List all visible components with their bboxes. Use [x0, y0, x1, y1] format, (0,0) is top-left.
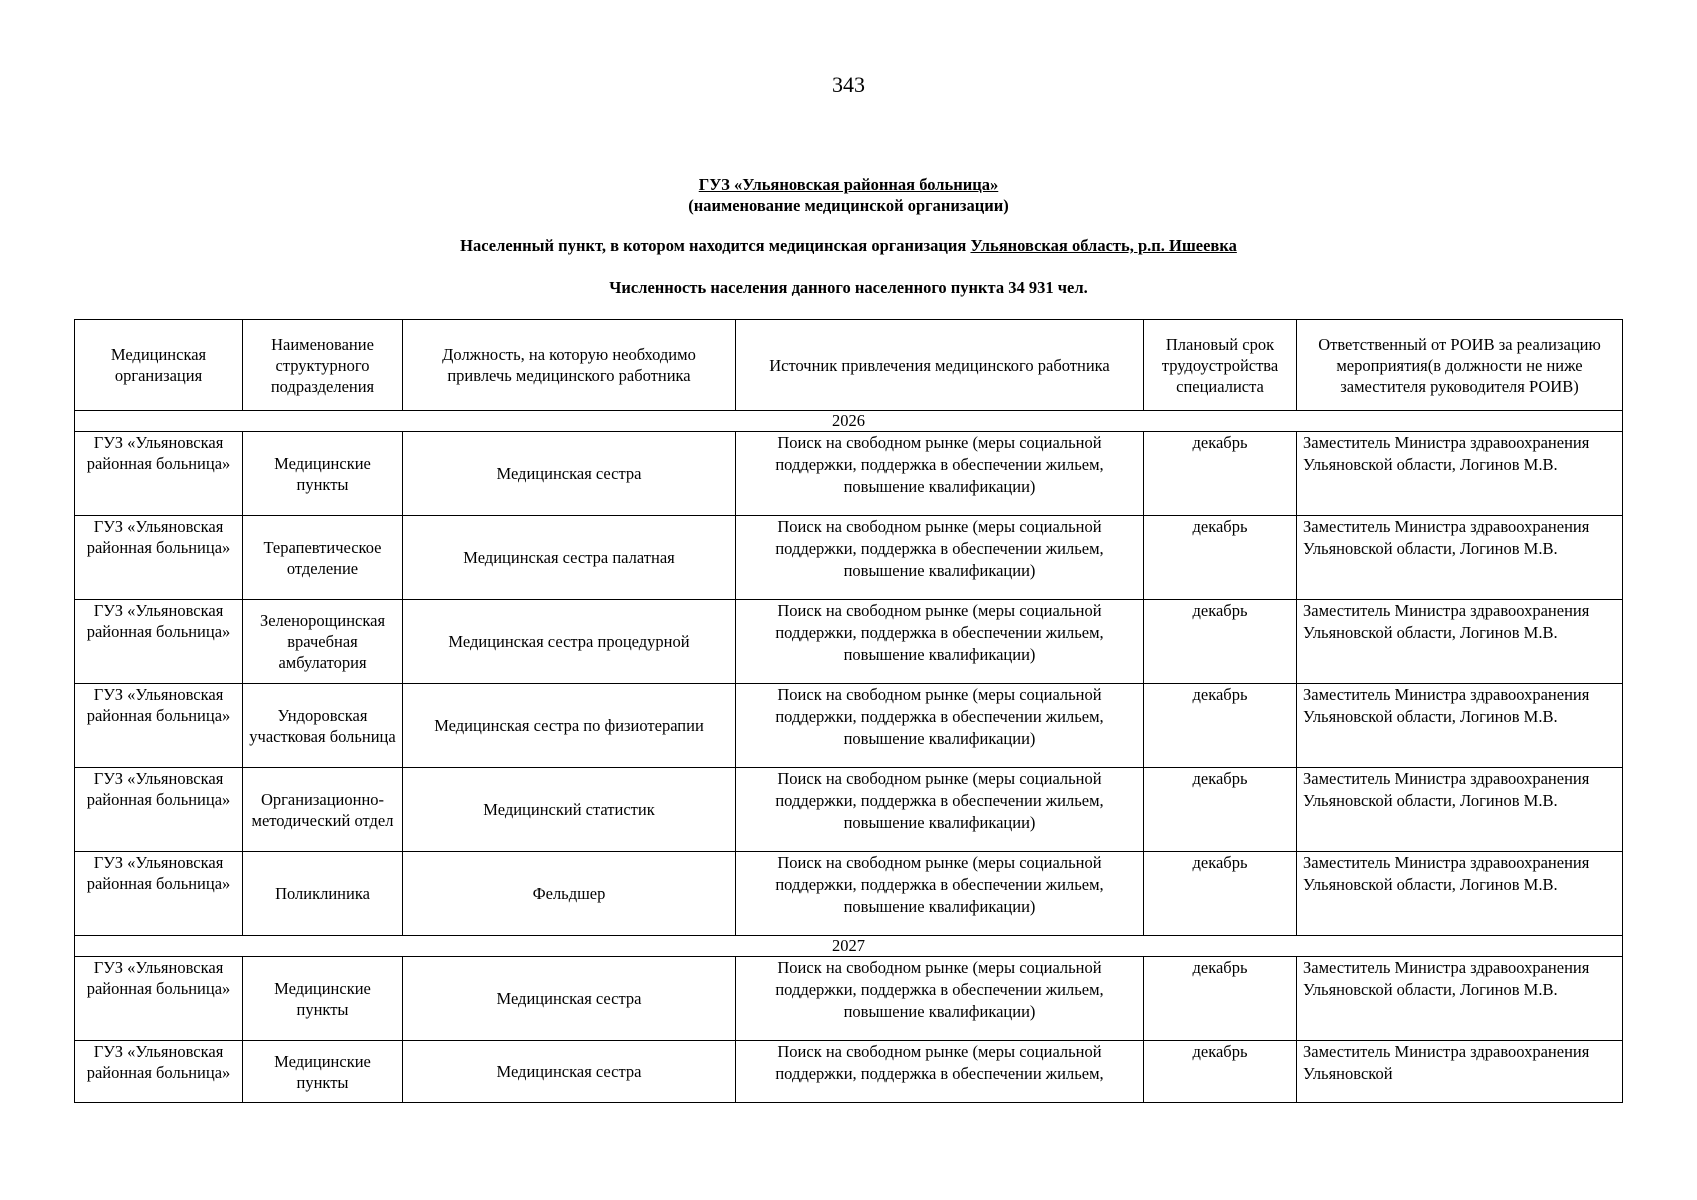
locality-line: [0, 236, 1697, 256]
org-caption: (наименование медицинской организации): [688, 196, 1009, 215]
table-row: [75, 684, 1623, 768]
cell-term: декабрь: [1144, 852, 1297, 936]
cell-source: Поиск на свободном рынке (меры социальной поддержки, поддержка в обеспечении жильем, повышение квалификации): [736, 768, 1144, 852]
year-row-2026: [75, 411, 1623, 432]
cell-responsible: Заместитель Министра здравоохранения Ульяновской области, Логинов М.В.: [1297, 600, 1623, 684]
header-division: Наименование структурного подразделения: [243, 320, 403, 411]
cell-source: Поиск на свободном рынке (меры социальной поддержки, поддержка в обеспечении жильем, повышение квалификации): [736, 852, 1144, 936]
cell-position: Медицинская сестра: [403, 432, 736, 516]
header-term: Плановый срок трудоустройства специалиста: [1144, 320, 1297, 411]
population-line: Численность населения данного населенного пункта 34 931 чел.: [609, 278, 1088, 297]
cell-org: ГУЗ «Ульяновская районная больница»: [75, 852, 243, 936]
cell-division: Медицинские пункты: [243, 432, 403, 516]
cell-org: ГУЗ «Ульяновская районная больница»: [75, 768, 243, 852]
cell-responsible: Заместитель Министра здравоохранения Ульяновской области, Логинов М.В.: [1297, 684, 1623, 768]
cell-division: Медицинские пункты: [243, 1041, 403, 1103]
cell-position: Медицинская сестра: [403, 1041, 736, 1103]
year-label: 2027: [75, 936, 1623, 957]
cell-responsible: Заместитель Министра здравоохранения Ульяновской области, Логинов М.В.: [1297, 432, 1623, 516]
cell-source: Поиск на свободном рынке (меры социальной поддержки, поддержка в обеспечении жильем,: [736, 1041, 1144, 1103]
cell-org: ГУЗ «Ульяновская районная больница»: [75, 432, 243, 516]
table-row: [75, 600, 1623, 684]
cell-source: Поиск на свободном рынке (меры социальной поддержки, поддержка в обеспечении жильем, повышение квалификации): [736, 432, 1144, 516]
cell-division: Ундоровская участковая больница: [243, 684, 403, 768]
table-row: [75, 1041, 1623, 1103]
table-row: [75, 432, 1623, 516]
cell-position: Медицинская сестра палатная: [403, 516, 736, 600]
cell-responsible: Заместитель Министра здравоохранения Ульяновской области, Логинов М.В.: [1297, 516, 1623, 600]
cell-responsible: Заместитель Министра здравоохранения Ульяновской области, Логинов М.В.: [1297, 852, 1623, 936]
cell-source: Поиск на свободном рынке (меры социальной поддержки, поддержка в обеспечении жильем, повышение квалификации): [736, 516, 1144, 600]
cell-source: Поиск на свободном рынке (меры социальной поддержки, поддержка в обеспечении жильем, повышение квалификации): [736, 957, 1144, 1041]
header-org: Медицинская организация: [75, 320, 243, 411]
cell-term: декабрь: [1144, 768, 1297, 852]
cell-org: ГУЗ «Ульяновская районная больница»: [75, 957, 243, 1041]
cell-term: декабрь: [1144, 684, 1297, 768]
cell-division: Медицинские пункты: [243, 957, 403, 1041]
cell-term: декабрь: [1144, 432, 1297, 516]
locality-value: Ульяновская область, р.п. Ишеевка: [970, 236, 1237, 255]
table-row: [75, 768, 1623, 852]
page-number: 343: [832, 72, 865, 97]
staffing-plan-table: [74, 319, 1623, 1103]
cell-division: Терапевтическое отделение: [243, 516, 403, 600]
cell-responsible: Заместитель Министра здравоохранения Ульяновской области, Логинов М.В.: [1297, 768, 1623, 852]
cell-division: Организационно-методический отдел: [243, 768, 403, 852]
locality-label: Населенный пункт, в котором находится медицинская организация: [460, 236, 967, 255]
table-row: [75, 516, 1623, 600]
cell-position: Медицинский статистик: [403, 768, 736, 852]
cell-org: ГУЗ «Ульяновская районная больница»: [75, 516, 243, 600]
cell-org: ГУЗ «Ульяновская районная больница»: [75, 684, 243, 768]
org-name: ГУЗ «Ульяновская районная больница»: [698, 175, 999, 194]
cell-term: декабрь: [1144, 516, 1297, 600]
cell-term: декабрь: [1144, 600, 1297, 684]
header-position: Должность, на которую необходимо привлечь медицинского работника: [403, 320, 736, 411]
cell-term: декабрь: [1144, 1041, 1297, 1103]
header-responsible: Ответственный от РОИВ за реализацию мероприятия(в должности не ниже заместителя руководителя РОИВ): [1297, 320, 1623, 411]
cell-responsible: Заместитель Министра здравоохранения Ульяновской: [1297, 1041, 1623, 1103]
cell-org: ГУЗ «Ульяновская районная больница»: [75, 1041, 243, 1103]
cell-division: Зеленорощинская врачебная амбулатория: [243, 600, 403, 684]
cell-position: Медицинская сестра: [403, 957, 736, 1041]
table-row: [75, 957, 1623, 1041]
year-label: 2026: [75, 411, 1623, 432]
org-header: [0, 174, 1697, 216]
cell-org: ГУЗ «Ульяновская районная больница»: [75, 600, 243, 684]
table-header-row: [75, 320, 1623, 411]
cell-position: Фельдшер: [403, 852, 736, 936]
cell-position: Медицинская сестра процедурной: [403, 600, 736, 684]
year-row-2027: [75, 936, 1623, 957]
cell-position: Медицинская сестра по физиотерапии: [403, 684, 736, 768]
header-source: Источник привлечения медицинского работника: [736, 320, 1144, 411]
table-row: [75, 852, 1623, 936]
cell-source: Поиск на свободном рынке (меры социальной поддержки, поддержка в обеспечении жильем, повышение квалификации): [736, 684, 1144, 768]
cell-responsible: Заместитель Министра здравоохранения Ульяновской области, Логинов М.В.: [1297, 957, 1623, 1041]
cell-division: Поликлиника: [243, 852, 403, 936]
cell-source: Поиск на свободном рынке (меры социальной поддержки, поддержка в обеспечении жильем, повышение квалификации): [736, 600, 1144, 684]
cell-term: декабрь: [1144, 957, 1297, 1041]
